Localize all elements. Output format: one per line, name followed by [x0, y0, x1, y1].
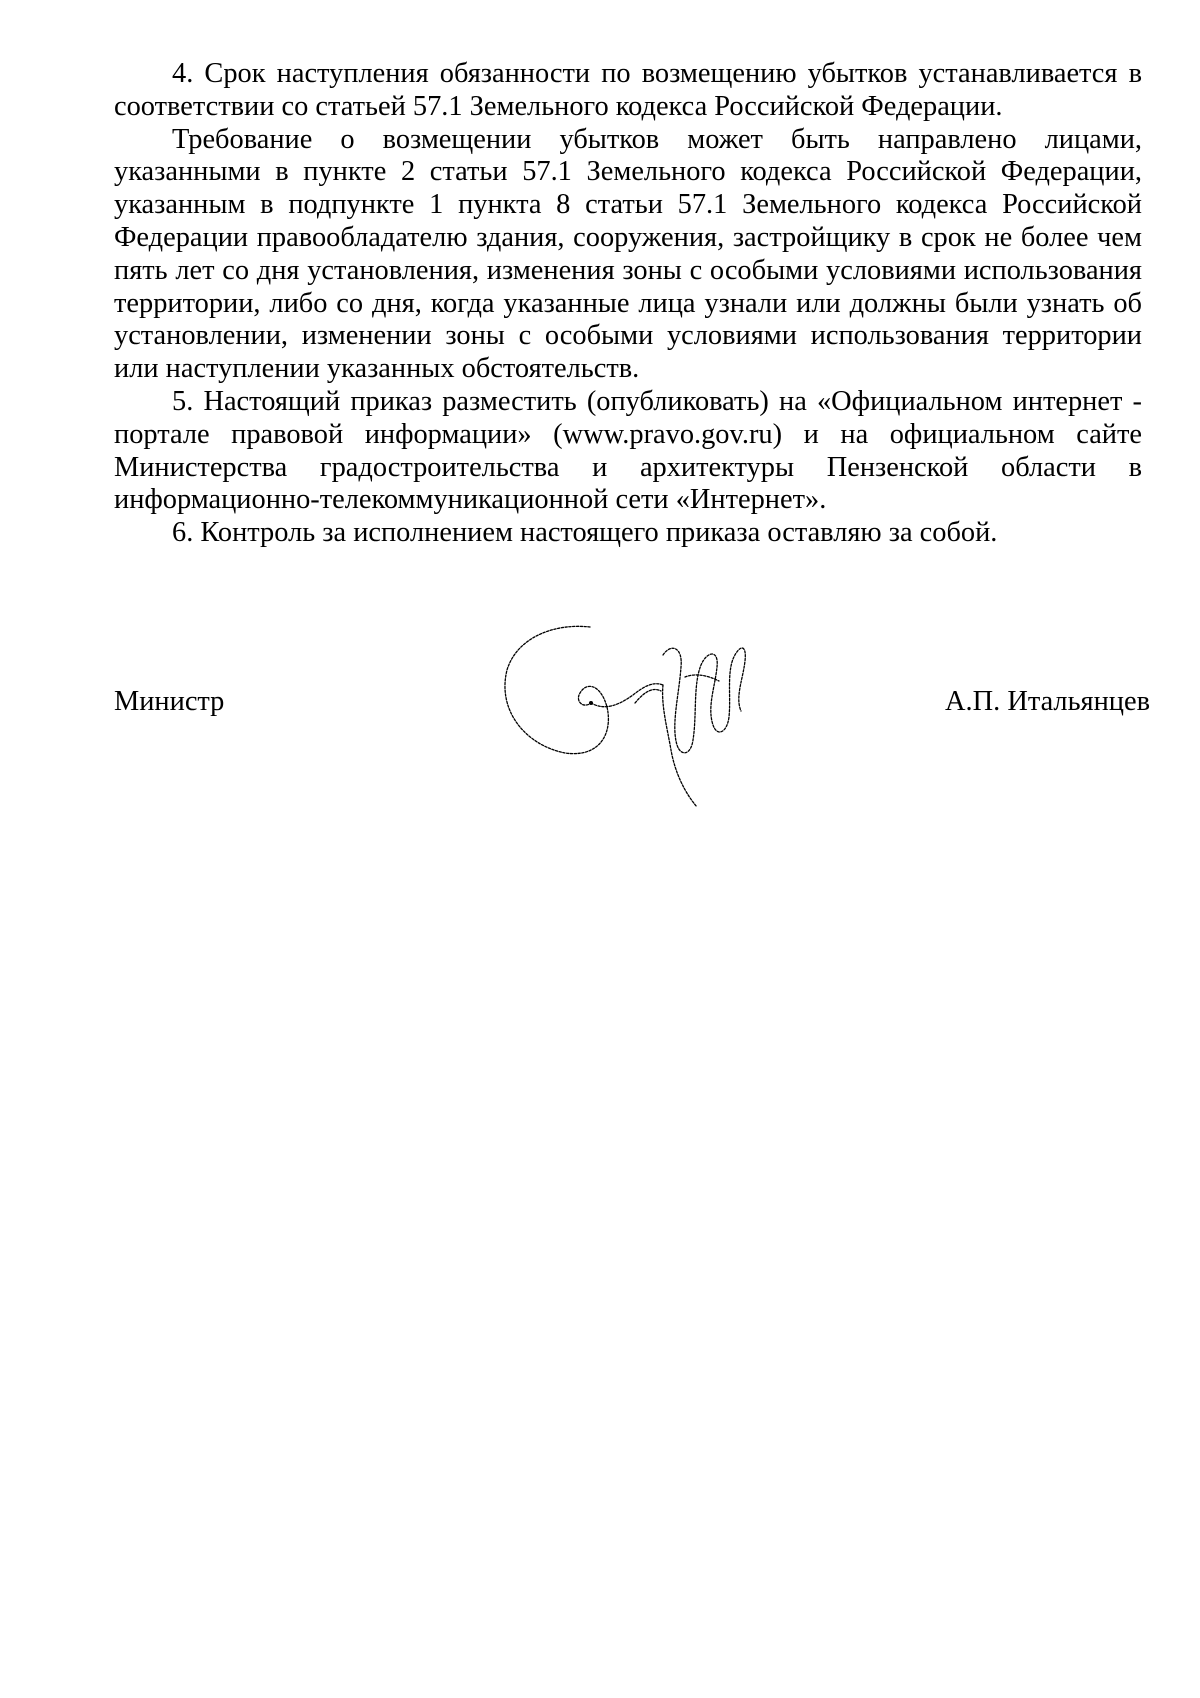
paragraph-item-6: 6. Контроль за исполнением настоящего приказа оставляю за собой. [172, 517, 998, 549]
signatory-name: А.П. Итальянцев [945, 686, 1150, 717]
signatory-title: Министр [114, 686, 225, 717]
paragraph-item-5: 5. Настоящий приказ разместить (опубликовать) на «Официальном интернет - портале правовой информации» (www.pravo.gov.ru) и на официальном сайте Министерства градостроительства и архитектуры Пензенской области в информационно-телекоммуникационной сети «Интернет». [114, 385, 1142, 516]
document-body [114, 58, 1142, 550]
handwritten-signature [495, 615, 775, 815]
paragraph-claim-requirement: Требование о возмещении убытков может быть направлено лицами, указанными в пункте 2 статьи 57.1 Земельного кодекса Российской Федерации, указанным в подпункте 1 пункта 8 статьи 57.1 Земельного кодекса Российской Федерации правообладателю здания, сооружения, застройщику в срок не более чем пять лет со дня установления, изменения зоны с особыми условиями использования территории, либо со дня, когда указанные лица узнали или должны были узнать об установлении, изменении зоны с особыми условиями использования территории или наступлении указанных обстоятельств. [114, 123, 1142, 385]
paragraph-item-4: 4. Срок наступления обязанности по возмещению убытков устанавливается в соответствии со статьей 57.1 Земельного кодекса Российской Федерации. [114, 58, 1142, 122]
